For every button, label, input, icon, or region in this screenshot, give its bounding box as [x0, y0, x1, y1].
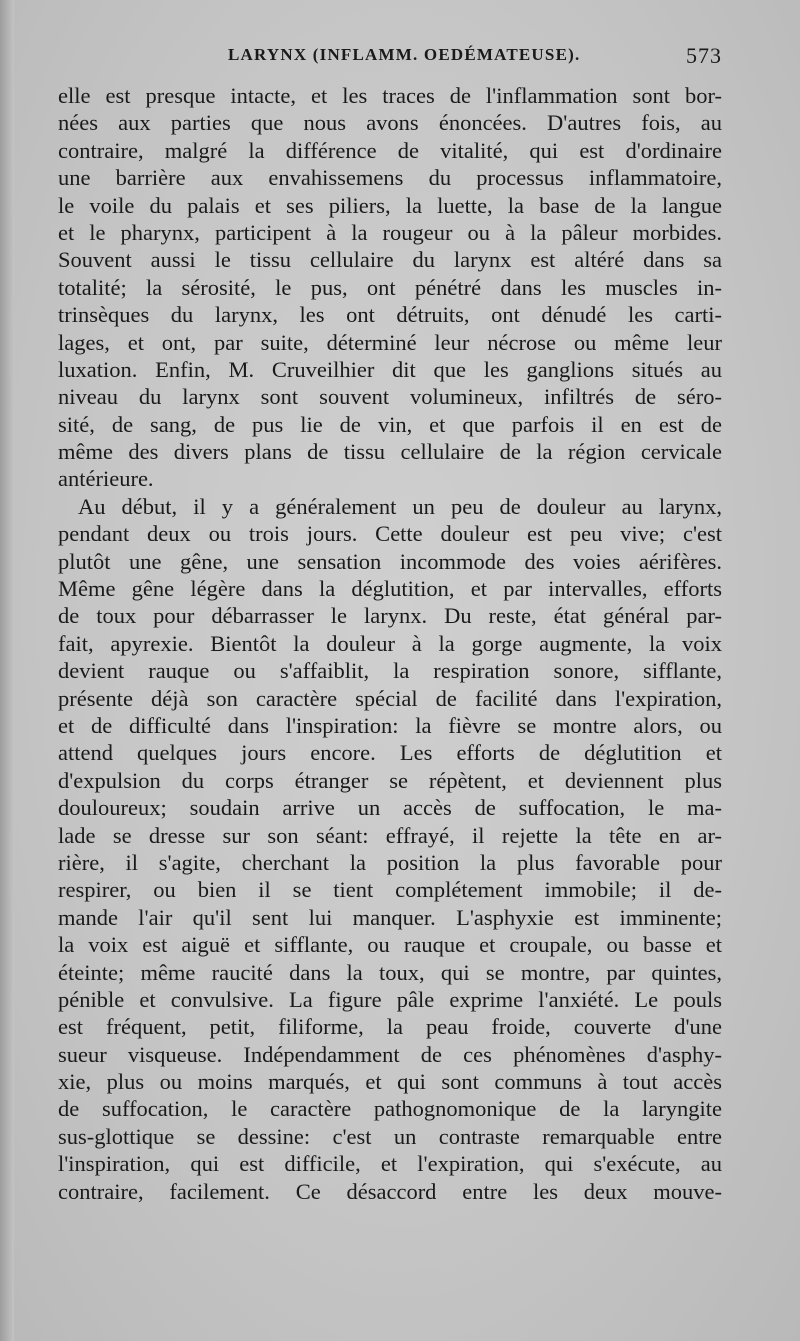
text-line: une barrière aux envahissemens du processus inflammatoire, [58, 165, 722, 191]
body-text [58, 82, 722, 1205]
text-line: de toux pour débarrasser le larynx. Du reste, état général par- [58, 603, 722, 629]
text-line: sus-glottique se dessine: c'est un contraste remarquable entre [58, 1123, 722, 1149]
page-number: 573 [686, 43, 722, 68]
text-line: rière, il s'agite, cherchant la position la plus favorable pour [58, 849, 722, 875]
text-line: trinsèques du larynx, les ont détruits, ont dénudé les carti- [58, 302, 722, 328]
text-line: de suffocation, le caractère pathognomonique de la laryngite [58, 1096, 722, 1122]
text-line: plutôt une gêne, une sensation incommode des voies aérifères. [58, 548, 722, 574]
text-line: pénible et convulsive. La figure pâle exprime l'anxiété. Le pouls [58, 986, 722, 1012]
text-line: pendant deux ou trois jours. Cette douleur est peu vive; c'est [58, 521, 722, 547]
text-line: présente déjà son caractère spécial de facilité dans l'expiration, [58, 685, 722, 711]
paragraph-end-line: antérieure. [58, 466, 154, 492]
text-line: fait, apyrexie. Bientôt la douleur à la gorge augmente, la voix [58, 630, 722, 656]
text-line: niveau du larynx sont souvent volumineux, infiltrés de séro- [58, 384, 722, 410]
text-line: totalité; la sérosité, le pus, ont pénétré dans les muscles in- [58, 274, 722, 300]
page-header [58, 45, 722, 75]
text-line: et de difficulté dans l'inspiration: la fièvre se montre alors, ou [58, 712, 722, 738]
text-line: devient rauque ou s'affaiblit, la respiration sonore, sifflante, [58, 658, 722, 684]
paragraph-start-line: Au début, il y a généralement un peu de douleur au larynx, [78, 493, 722, 519]
text-line: sueur visqueuse. Indépendamment de ces phénomènes d'asphy- [58, 1041, 722, 1067]
text-line: douloureux; soudain arrive un accès de suffocation, le ma- [58, 795, 722, 821]
text-line: lade se dresse sur son séant: effrayé, il rejette la tête en ar- [58, 822, 722, 848]
running-head: LARYNX (INFLAMM. OEDÉMATEUSE). [228, 45, 581, 64]
text-line: sité, de sang, de pus lie de vin, et que parfois il en est de [58, 411, 722, 437]
text-line: respirer, ou bien il se tient complétement immobile; il de- [58, 877, 722, 903]
text-line: et le pharynx, participent à la rougeur ou à la pâleur morbides. [58, 219, 722, 245]
text-line: lages, et ont, par suite, déterminé leur nécrose ou même leur [58, 329, 722, 355]
text-line: éteinte; même raucité dans la toux, qui se montre, par quintes, [58, 959, 722, 985]
text-line: contraire, malgré la différence de vitalité, qui est d'ordinaire [58, 137, 722, 163]
text-line: attend quelques jours encore. Les efforts de déglutition et [58, 740, 722, 766]
text-line: l'inspiration, qui est difficile, et l'expiration, qui s'exécute, au [58, 1151, 722, 1177]
text-line: mande l'air qu'il sent lui manquer. L'asphyxie est imminente; [58, 904, 722, 930]
text-line: luxation. Enfin, M. Cruveilhier dit que les ganglions situés au [58, 356, 722, 382]
text-line: Souvent aussi le tissu cellulaire du larynx est altéré dans sa [58, 247, 722, 273]
page-gutter-shadow [0, 0, 14, 1341]
text-line: Même gêne légère dans la déglutition, et par intervalles, efforts [58, 576, 722, 602]
text-line: xie, plus ou moins marqués, et qui sont communs à tout accès [58, 1069, 722, 1095]
text-line: la voix est aiguë et sifflante, ou rauque et croupale, ou basse et [58, 932, 722, 958]
text-line: d'expulsion du corps étranger se répètent, et deviennent plus [58, 767, 722, 793]
text-line: le voile du palais et ses piliers, la luette, la base de la langue [58, 192, 722, 218]
text-line: contraire, facilement. Ce désaccord entre les deux mouve- [58, 1178, 722, 1204]
text-line: est fréquent, petit, filiforme, la peau froide, couverte d'une [58, 1014, 722, 1040]
text-line: nées aux parties que nous avons énoncées. D'autres fois, au [58, 110, 722, 136]
text-line: même des divers plans de tissu cellulaire de la région cervicale [58, 439, 722, 465]
text-line: elle est presque intacte, et les traces de l'inflammation sont bor- [58, 83, 722, 108]
